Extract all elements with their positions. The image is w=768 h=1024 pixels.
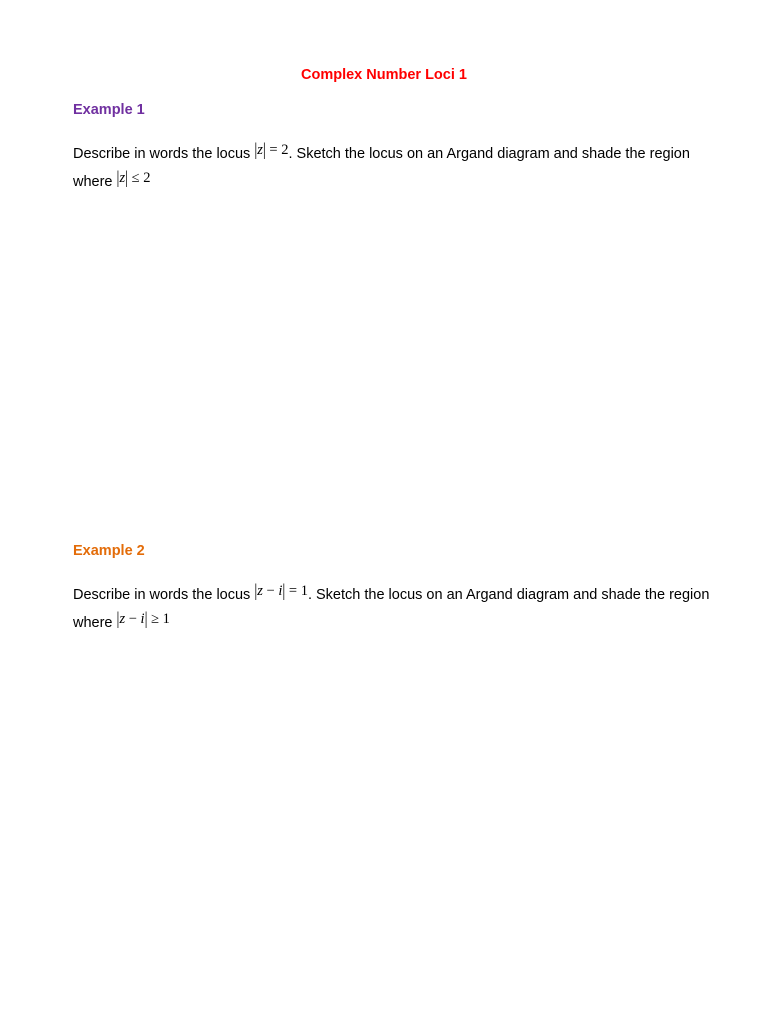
example-2-text-end: . Sketch the locus on an Argand diagram and shade the region where	[73, 587, 710, 631]
example-1-text-start: Describe in words the locus	[73, 146, 255, 162]
example-2-question	[73, 581, 713, 637]
example-1-locus-equation: |z| = 2	[254, 140, 289, 160]
page-title: Complex Number Loci 1	[301, 67, 467, 83]
example-1-text-end: . Sketch the locus on an Argand diagram and shade the region where	[73, 146, 690, 190]
example-1-question	[73, 140, 713, 196]
example-2-heading: Example 2	[73, 543, 145, 559]
example-1-region-inequality: |z| ≤ 2	[116, 168, 151, 188]
example-1-heading: Example 1	[73, 102, 145, 118]
example-2-region-inequality: |z − i| ≥ 1	[116, 609, 170, 629]
example-2-text-start: Describe in words the locus	[73, 587, 255, 603]
example-2-locus-equation: |z − i| = 1	[254, 581, 308, 601]
